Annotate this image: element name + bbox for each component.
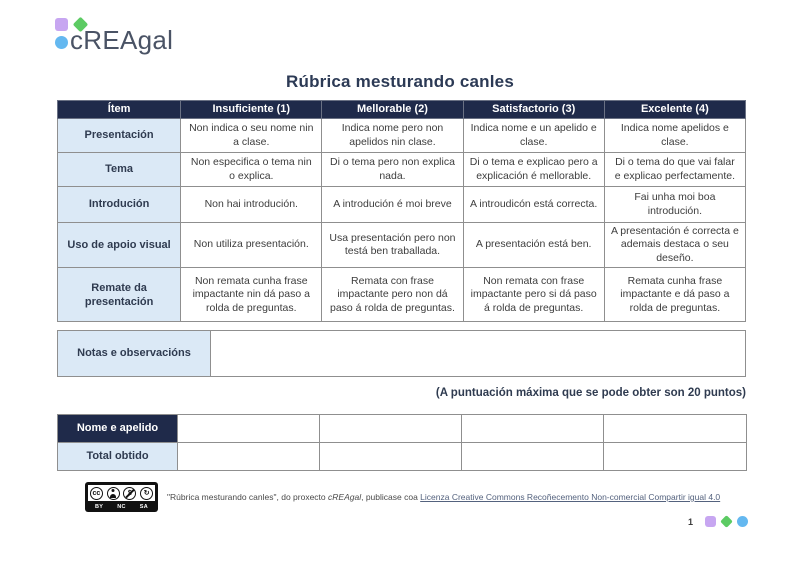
rubric-item-label: Remate da presentación xyxy=(58,268,181,322)
rubric-cell: Di o tema pero non explica nada. xyxy=(322,153,463,187)
rubric-cell: Remata cunha frase impactante e dá paso a rolda de preguntas. xyxy=(604,268,745,322)
rubric-header-item: Ítem xyxy=(58,101,181,119)
rubric-header-mellorable: Mellorable (2) xyxy=(322,101,463,119)
footer-blue-circle-icon xyxy=(737,516,748,527)
rubric-cell: Non especifica o tema nin o explica. xyxy=(181,153,322,187)
rubric-cell: Non hai introdución. xyxy=(181,187,322,223)
cc-nc-label: NC xyxy=(117,503,126,510)
logo-wordmark: cREAgal xyxy=(70,25,174,55)
notes-label: Notas e observacións xyxy=(58,331,211,377)
rubric-item-label: Tema xyxy=(58,153,181,187)
logo-blue-circle-icon xyxy=(55,36,68,49)
footer-purple-square-icon xyxy=(705,516,716,527)
rubric-table xyxy=(57,100,746,322)
cc-sa-label: SA xyxy=(139,503,148,510)
license-footer xyxy=(85,482,720,512)
rubric-cell: Usa presentación pero non testá ben traballada. xyxy=(322,223,463,268)
score-cell[interactable] xyxy=(604,415,747,443)
rubric-cell: Non utiliza presentación. xyxy=(181,223,322,268)
rubric-cell: Di o tema do que vai falar e explicao perfectamente. xyxy=(604,153,745,187)
page-footer xyxy=(688,516,748,527)
score-cell[interactable] xyxy=(462,415,604,443)
rubric-cell: Indica nome e un apelido e clase. xyxy=(463,119,604,153)
score-cell[interactable] xyxy=(320,443,462,471)
rubric-row-remate xyxy=(58,268,746,322)
cc-by-person-icon xyxy=(107,487,120,500)
footer-green-diamond-icon xyxy=(720,515,733,528)
project-name: cREAgal xyxy=(328,492,362,502)
score-cell[interactable] xyxy=(462,443,604,471)
rubric-cell: Di o tema e explicao pero a explicación é mellorable. xyxy=(463,153,604,187)
rubric-cell: Indica nome pero non apelidos nin clase. xyxy=(322,119,463,153)
score-cell[interactable] xyxy=(604,443,747,471)
creagal-logo xyxy=(55,16,215,58)
rubric-cell: Fai unha moi boa introdución. xyxy=(604,187,745,223)
notes-value-field[interactable] xyxy=(211,331,746,377)
rubric-cell: Indica nome apelidos e clase. xyxy=(604,119,745,153)
rubric-item-label: Uso de apoio visual xyxy=(58,223,181,268)
score-cell[interactable] xyxy=(320,415,462,443)
page-title: Rúbrica mesturando canles xyxy=(286,72,514,91)
rubric-row-tema xyxy=(58,153,746,187)
cc-logo-icon: cc xyxy=(90,487,103,500)
rubric-cell: Non indica o seu nome nin a clase. xyxy=(181,119,322,153)
rubric-item-label: Presentación xyxy=(58,119,181,153)
score-cell[interactable] xyxy=(178,443,320,471)
cc-sa-arrow-icon: ↻ xyxy=(140,487,153,500)
license-text xyxy=(167,492,720,502)
license-mid: , publicase coa xyxy=(361,492,421,502)
logo-purple-square-icon xyxy=(55,18,68,31)
rubric-row-apoio-visual xyxy=(58,223,746,268)
score-cell[interactable] xyxy=(178,415,320,443)
rubric-cell: A introudicón está correcta. xyxy=(463,187,604,223)
rubric-cell: A presentación é correcta e ademais destaca o seu deseño. xyxy=(604,223,745,268)
rubric-cell: A presentación está ben. xyxy=(463,223,604,268)
license-prefix: "Rúbrica mesturando canles", do proxecto xyxy=(167,492,329,502)
score-label-nome: Nome e apelido xyxy=(58,415,178,443)
max-score-note: (A puntuación máxima que se pode obter son 20 puntos) xyxy=(435,387,746,399)
score-row-total xyxy=(58,443,747,471)
rubric-item-label: Introdución xyxy=(58,187,181,223)
rubric-header-satisfactorio: Satisfactorio (3) xyxy=(463,101,604,119)
rubric-row-presentacion xyxy=(58,119,746,153)
rubric-header-excelente: Excelente (4) xyxy=(604,101,745,119)
license-link[interactable]: Licenza Creative Commons Recoñecemento Non-comercial Compartir igual 4.0 xyxy=(420,492,721,502)
cc-nc-dollar-icon xyxy=(123,487,136,500)
score-row-nome xyxy=(58,415,747,443)
rubric-cell: Non remata con frase impactante pero si dá paso á rolda de preguntas. xyxy=(463,268,604,322)
notes-table xyxy=(57,330,746,377)
page-number: 1 xyxy=(687,516,693,527)
rubric-cell: Non remata cunha frase impactante nin dá paso a rolda de preguntas. xyxy=(181,268,322,322)
cc-by-label: BY xyxy=(94,503,104,510)
creative-commons-badge-icon xyxy=(85,482,158,512)
rubric-header-row xyxy=(58,101,746,119)
score-table xyxy=(57,414,747,471)
rubric-header-insuficiente: Insuficiente (1) xyxy=(181,101,322,119)
rubric-cell: A introdución é moi breve xyxy=(322,187,463,223)
notes-row xyxy=(58,331,746,377)
score-label-total: Total obtido xyxy=(58,443,178,471)
rubric-row-introducion xyxy=(58,187,746,223)
rubric-cell: Remata con frase impactante pero non dá paso á rolda de preguntas. xyxy=(322,268,463,322)
